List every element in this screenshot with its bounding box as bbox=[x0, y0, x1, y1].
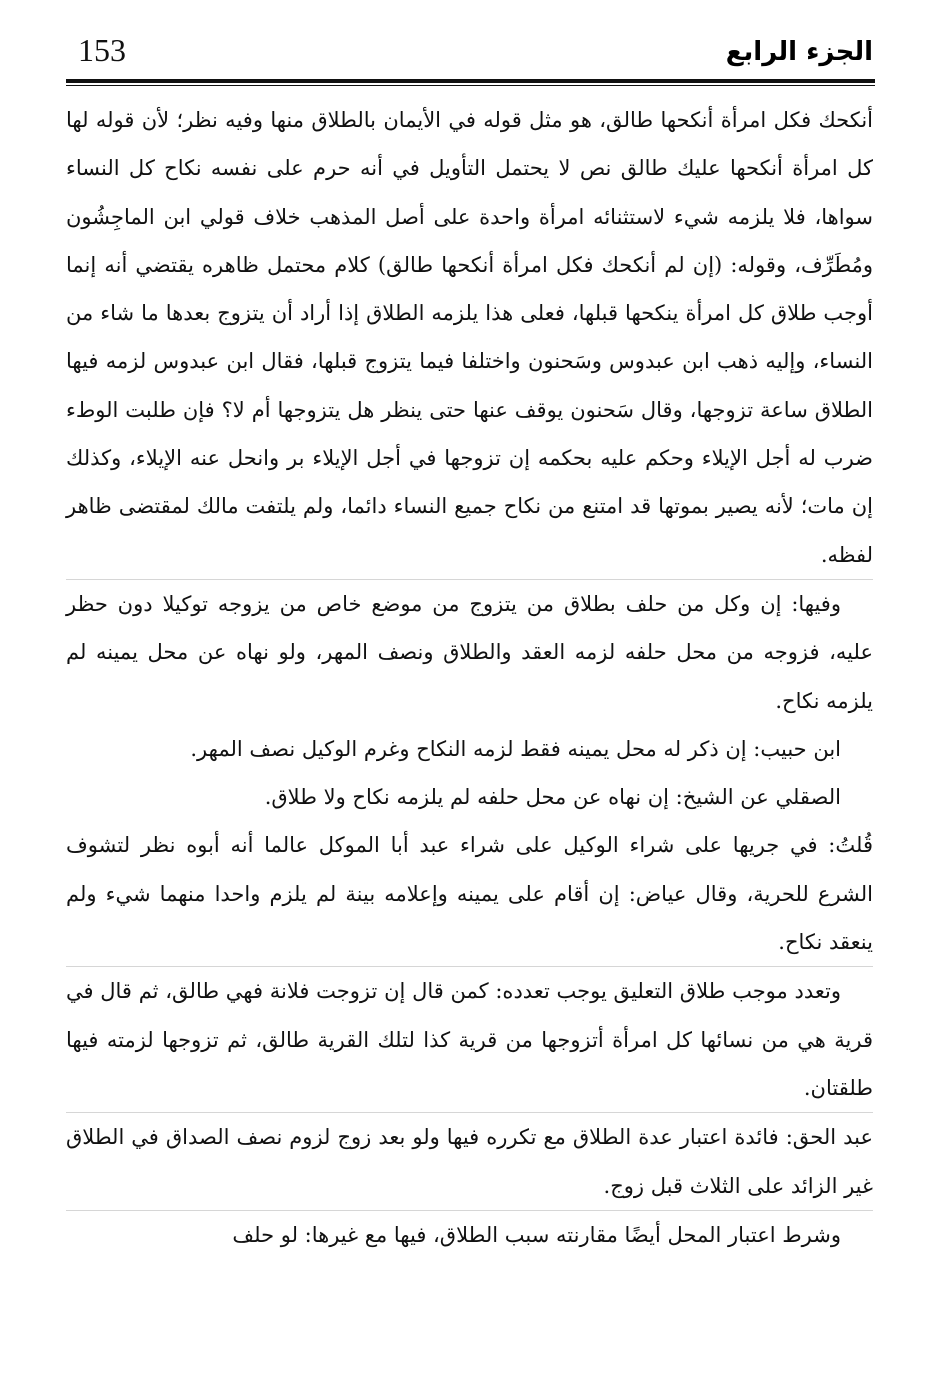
paragraph-8: وشرط اعتبار المحل أيضًا مقارنته سبب الطلاق، فيها مع غيرها: لو حلف bbox=[66, 1210, 873, 1259]
paragraph-6: وتعدد موجب طلاق التعليق يوجب تعدده: كمن قال إن تزوجت فلانة فهي طالق، ثم قال في قرية هي من نسائها كل امرأة أتزوجها من قرية كذا لتلك القرية طالق، ثم تزوجها لزمته فيها طلقتان. bbox=[66, 966, 873, 1112]
running-title: الجزء الرابع bbox=[725, 37, 873, 67]
page-header bbox=[66, 28, 875, 86]
page-number: 153 bbox=[78, 32, 126, 68]
paragraph-1: أنكحك فكل امرأة أنكحها طالق، هو مثل قوله في الأيمان بالطلاق منها وفيه نظر؛ لأن قوله لها كل امرأة أنكحها عليك طالق نص لا يحتمل التأويل في أنه حرم على نفسه نكاح كل النساء سواها، فلا يلزمه شيء لاستثنائه امرأة واحدة على أصل المذهب خلاف قولي ابن الماجِشُون ومُطَرِّف، وقوله: (إن لم أنكحك فكل امرأة أنكحها طالق) كلام محتمل ظاهره يقتضي أنه إنما أوجب طلاق كل امرأة ينكحها قبلها، فعلى هذا يلزمه الطلاق إذا أراد أن يتزوج بعدها ما شاء من النساء، وإليه ذهب ابن عبدوس وسَحنون واختلفا فيما يتزوج قبلها، فقال ابن عبدوس لزمه فيها الطلاق ساعة تزوجها، وقال سَحنون يوقف عنها حتى ينظر هل يتزوجها أم لا؟ فإن طلبت الوطء ضرب له أجل الإيلاء وحكم عليه بحكمه إن تزوجها في أجل الإيلاء بر وانحل عنه الإيلاء، وكذلك إن مات؛ لأنه يصير بموتها قد امتنع من نكاح جميع النساء دائما، ولم يلتفت مالك لمقتضى ظاهر لفظه. bbox=[66, 108, 873, 567]
body-text bbox=[66, 96, 873, 1259]
paragraph-5: قُلتُ: في جريها على شراء الوكيل على شراء عبد أبا الموكل عالما أنه أبوه نظر لتشوف الشرع للحرية، وقال عياض: إن أقام على يمينه وإعلامه بينة لم يلزم واحدا منهما شيء ولم ينعقد نكاح. bbox=[66, 833, 873, 955]
paragraph-7: عبد الحق: فائدة اعتبار عدة الطلاق مع تكرره فيها ولو بعد زوج لزوم نصف الصداق في الطلاق غير الزائد على الثلاث قبل زوج. bbox=[66, 1112, 873, 1210]
header-rule bbox=[66, 79, 875, 86]
paragraph-3: ابن حبيب: إن ذكر له محل يمينه فقط لزمه النكاح وغرم الوكيل نصف المهر. bbox=[190, 736, 841, 761]
paragraph-2: وفيها: إن وكل من حلف بطلاق من يتزوج من موضع خاص من يزوجه توكيلا دون حظر عليه، فزوجه من محل حلفه لزمه العقد والطلاق ونصف المهر، ولو نهاه عن محل يمينه لم يلزمه نكاح. bbox=[66, 579, 873, 725]
paragraph-4: الصقلي عن الشيخ: إن نهاه عن محل حلفه لم يلزمه نكاح ولا طلاق. bbox=[264, 785, 841, 810]
